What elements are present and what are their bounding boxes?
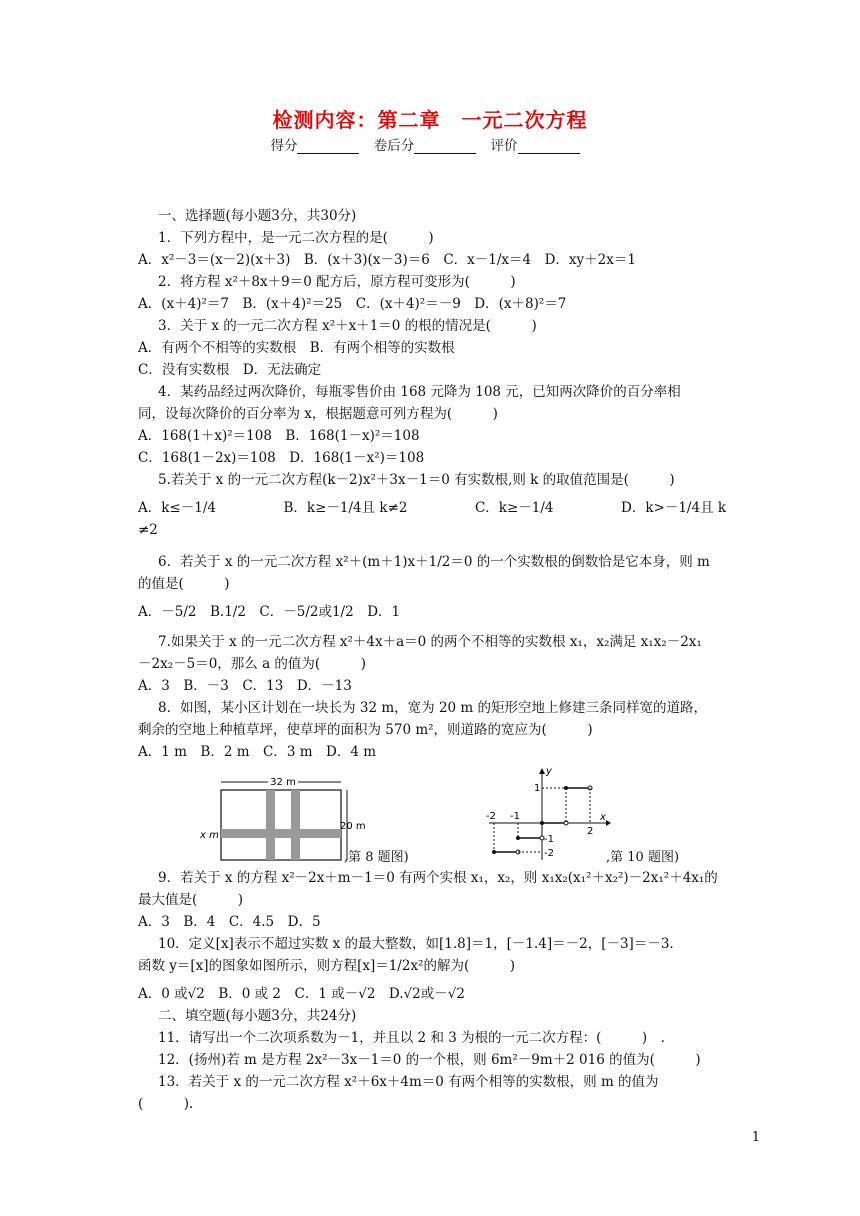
page-title: 检测内容：第二章 一元二次方程: [272, 108, 588, 132]
tick-x-neg1: -1: [510, 811, 520, 822]
question-4-options-b: C．168(1－2x)＝108 D．168(1－x²)＝108: [138, 450, 425, 466]
question-6-line-1: 6．若关于 x 的一元二次方程 x²＋(m＋1)x＋1/2＝0 的一个实数根的倒数恰是它本身，则 m: [158, 554, 710, 570]
page-number: 1: [751, 1130, 760, 1145]
final-score-label: 卷后分: [373, 138, 415, 154]
y-axis-arrow: [539, 768, 545, 774]
plot-rect: [221, 790, 341, 860]
figure-10: [484, 766, 724, 865]
question-7-line-2: －2x₂－5＝0，那么 a 的值为( ): [138, 656, 366, 672]
tick-y-neg1: -1: [544, 834, 554, 845]
question-13-line-1: 13．若关于 x 的一元二次方程 x²＋6x＋4m＝0 有两个相等的实数根，则 m 的值为: [158, 1074, 659, 1090]
figure-10-graphic: [484, 766, 614, 862]
question-10-options: A．0 或√2 B．0 或 2 C．1 或－√2 D.√2或－√2: [138, 986, 465, 1002]
question-content: [138, 205, 738, 1115]
section-heading-fill: 二、填空题(每小题3分，共24分): [158, 1008, 357, 1024]
question-9-line-2: 最大值是( ): [138, 892, 244, 908]
length-label: 32 m: [270, 777, 296, 788]
question-3: 3．关于 x 的一元二次方程 x²＋x＋1＝0 的根的情况是( ): [158, 318, 537, 334]
question-4-line-1: 4．某药品经过两次降价，每瓶零售价由 168 元降为 108 元，已知两次降价的百分率相: [158, 384, 681, 400]
question-7-options: A．3 B．－3 C．13 D．－13: [138, 678, 352, 694]
question-3-options-a: A．有两个不相等的实数根 B．有两个相等的实数根: [138, 340, 455, 356]
tick-y-1: 1: [534, 783, 541, 794]
question-12: 12．(扬州)若 m 是方程 2x²－3x－1＝0 的一个根，则 6m²－9m＋2 016 的值为( ): [158, 1052, 701, 1068]
segment-y-0-start: [540, 821, 544, 825]
question-6-options: A．－5/2 B.1/2 C．－5/2或1/2 D．1: [138, 604, 401, 620]
section-heading-choice: 一、选择题(每小题3分，共30分): [158, 208, 357, 224]
evaluation-blank: [518, 139, 580, 154]
question-5-options: A．k≤－1/4 B．k≥－1/4且 k≠2 C．k≥－1/4 D．k>－1/4且 k: [138, 500, 727, 516]
evaluation-label: 评价: [490, 138, 518, 154]
vertical-road-2: [291, 790, 300, 860]
question-11: 11．请写出一个二次项系数为－1，并且以 2 和 3 为根的一元二次方程：( ) .: [158, 1030, 665, 1046]
figure-8: [196, 776, 426, 866]
x-axis-label: x: [600, 812, 606, 823]
x-axis-arrow: [606, 820, 611, 826]
tick-x-neg2: -2: [486, 811, 496, 822]
question-10-line-1: 10．定义[x]表示不超过实数 x 的最大整数，如[1.8]＝1，[－1.4]＝－2，[－3]＝－3.: [158, 936, 674, 952]
question-4-options-a: A．168(1＋x)²＝108 B．168(1－x)²＝108: [138, 428, 420, 444]
score-line: [0, 134, 860, 154]
question-1-options: A．x²－3＝(x－2)(x＋3) B．(x＋3)(x－3)＝6 C．x－1/x＝4 D．xy＋2x＝1: [138, 252, 636, 268]
question-7-line-1: 7.如果关于 x 的一元二次方程 x²＋4x＋a＝0 的两个不相等的实数根 x₁，x₂满足 x₁x₂－2x₁: [158, 634, 702, 650]
question-10-line-2: 函数 y＝[x]的图象如图所示，则方程[x]＝1/2x²的解为( ): [138, 958, 515, 974]
question-4-line-2: 同，设每次降价的百分率为 x，根据题意可列方程为( ): [138, 406, 498, 422]
horizontal-road: [221, 829, 341, 838]
score-label: 得分: [270, 138, 298, 154]
question-8-line-1: 8．如图，某小区计划在一块长为 32 m，宽为 20 m 的矩形空地上修建三条同样宽的道路，: [158, 700, 708, 716]
figure-8-caption: ,第 8 题图): [344, 850, 409, 865]
y-axis-label: y: [546, 766, 552, 777]
question-5: 5.若关于 x 的一元二次方程(k－2)x²＋3x－1＝0 有实数根,则 k 的取值范围是( ): [158, 472, 675, 488]
question-9-options: A．3 B．4 C．4.5 D．5: [138, 914, 321, 930]
tick-x-2: 2: [587, 826, 594, 837]
vertical-road-1: [266, 790, 275, 860]
question-13-line-2: ( ).: [138, 1096, 194, 1112]
question-8-options: A．1 m B．2 m C．3 m D．4 m: [138, 744, 377, 760]
question-2-options: A．(x＋4)²＝7 B．(x＋4)²＝25 C．(x＋4)²＝－9 D．(x＋8)²＝7: [138, 296, 567, 312]
question-8-line-2: 剩余的空地上种植草坪，使草坪的面积为 570 m²，则道路的宽应为( ): [138, 722, 593, 738]
width-label: 20 m: [340, 821, 366, 832]
tick-y-neg2: -2: [544, 848, 554, 859]
figure-10-caption: ,第 10 题图): [606, 850, 680, 865]
road-width-label: x m: [200, 830, 219, 841]
final-score-blank: [414, 139, 476, 154]
score-blank: [297, 139, 359, 154]
question-2: 2．将方程 x²＋8x＋9＝0 配方后，原方程可变形为( ): [158, 274, 516, 290]
question-1: 1．下列方程中，是一元二次方程的是( ): [158, 230, 434, 246]
question-3-options-b: C．没有实数根 D．无法确定: [138, 362, 322, 378]
question-5-options-cont: ≠2: [138, 522, 158, 538]
question-6-line-2: 的值是( ): [138, 576, 230, 592]
question-9-line-1: 9．若关于 x 的方程 x²－2x＋m－1＝0 有两个实根 x₁，x₂，则 x₁x₂(x₁²＋x₂²)－2x₁²＋4x₁的: [158, 870, 718, 886]
